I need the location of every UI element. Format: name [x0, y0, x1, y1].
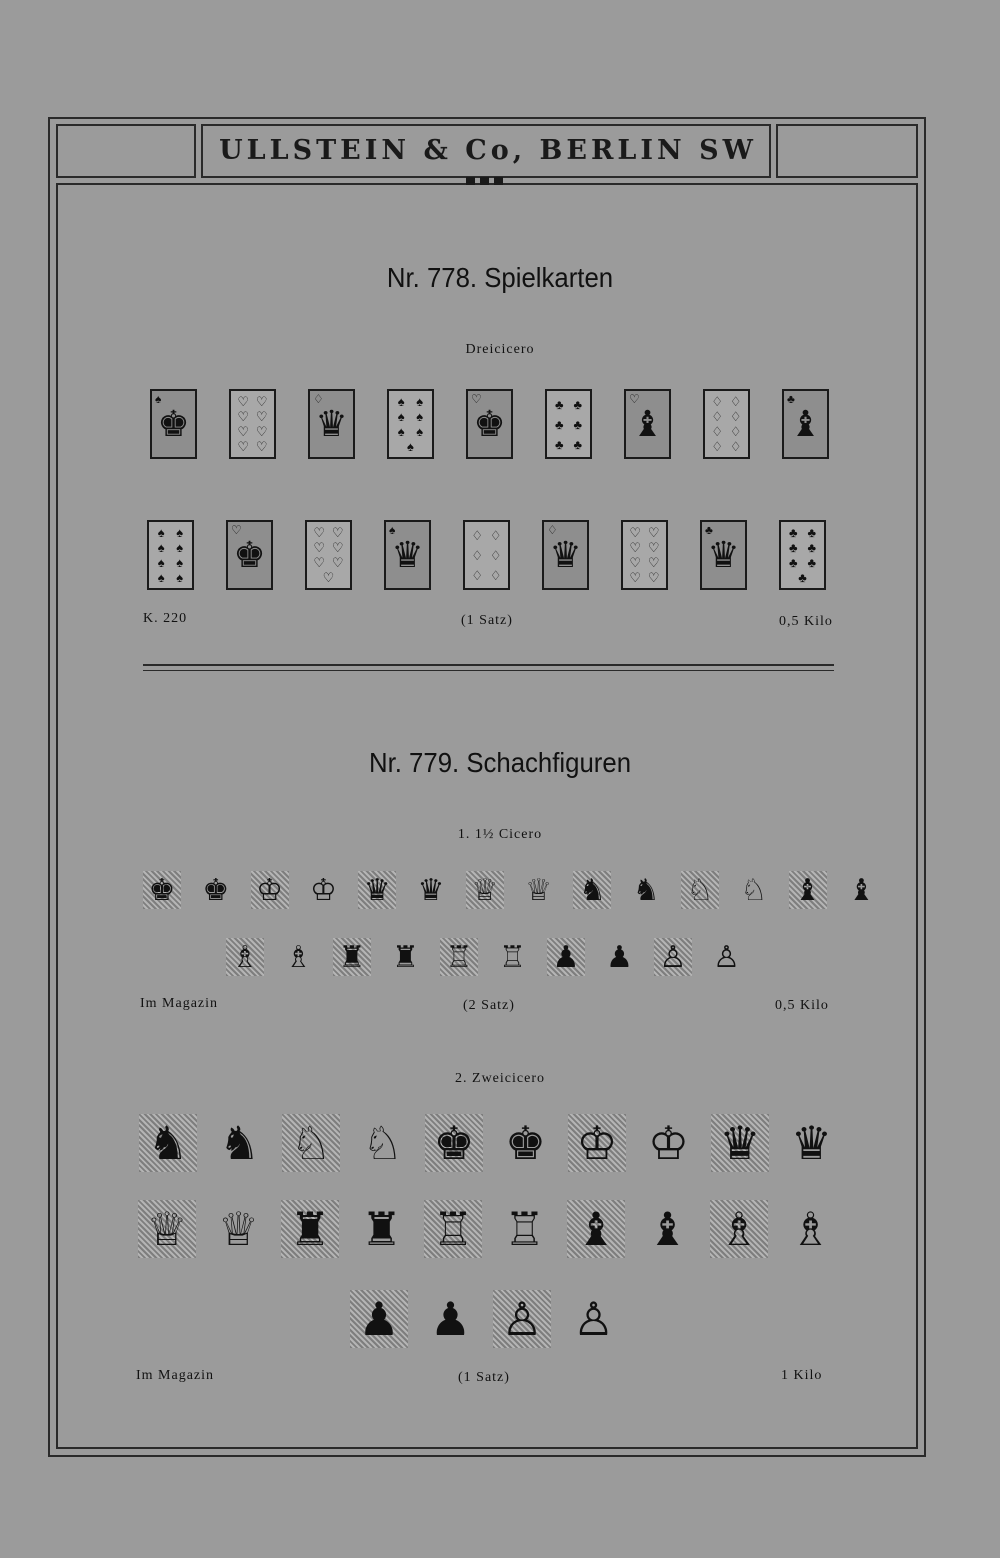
chess-piece-hatched-icon: ♔	[251, 871, 289, 909]
chess-piece-hatched-icon: ♟	[350, 1290, 408, 1348]
part2-footer-center: (1 Satz)	[458, 1370, 510, 1385]
header-ornament	[466, 177, 475, 185]
pip-icon: ♡	[629, 555, 642, 570]
pip-icon: ♠	[157, 525, 165, 540]
court-figure-icon: ♛	[707, 535, 740, 575]
suit-icon: ♣	[787, 392, 795, 406]
court-figure-icon: ♚	[473, 404, 506, 444]
section-778-subtitle: Dreicicero	[465, 342, 535, 357]
pip-icon: ♢	[489, 567, 502, 583]
pip-icon: ♠	[176, 525, 184, 540]
pip-icon: ♣	[788, 540, 798, 555]
pip-card	[147, 520, 194, 590]
pip-icon: ♠	[157, 540, 165, 555]
header-title: ULLSTEIN & Co, BERLIN SW	[219, 134, 757, 166]
pip-icon: ♡	[237, 424, 250, 439]
pip-icon: ♡	[331, 555, 344, 570]
suit-icon: ♡	[231, 523, 242, 537]
section-778-footer-center: (1 Satz)	[461, 613, 513, 628]
pip-icon: ♣	[807, 525, 816, 540]
section-778-footer-right: 0,5 Kilo	[779, 614, 833, 629]
court-card	[150, 389, 197, 459]
chess-piece-icon: ♝	[847, 872, 875, 908]
pip-icon: ♢	[729, 409, 742, 424]
section-779-title: Nr. 779. Schachfiguren	[368, 747, 632, 778]
chess-piece-hatched-icon: ♚	[143, 871, 181, 909]
chess-piece-hatched-icon: ♛	[358, 871, 396, 909]
chess-piece-hatched-icon: ♙	[654, 938, 692, 976]
inner-frame	[56, 183, 918, 1449]
pip-icon: ♡	[629, 540, 642, 555]
pip-icon: ♢	[471, 547, 484, 563]
pip-icon: ♡	[237, 439, 250, 454]
pip-icon: ♡	[237, 394, 250, 409]
chess-piece-hatched-icon: ♗	[226, 938, 264, 976]
pip-icon: ♡	[331, 540, 344, 555]
section-divider	[143, 670, 834, 671]
chess-piece-hatched-icon: ♞	[139, 1114, 197, 1172]
section-778-footer-left: K. 220	[143, 611, 188, 626]
pip-icon: ♣	[788, 555, 798, 570]
chess-piece-icon: ♕	[217, 1202, 260, 1256]
part2-footer-right: 1 Kilo	[781, 1368, 823, 1383]
suit-icon: ♡	[629, 392, 640, 406]
pip-icon: ♢	[729, 439, 742, 454]
pip-icon: ♡	[322, 570, 335, 585]
pip-icon: ♡	[255, 424, 268, 439]
section-divider	[143, 664, 834, 666]
chess-piece-hatched-icon: ♝	[567, 1200, 625, 1258]
court-figure-icon: ♛	[391, 535, 424, 575]
pip-icon: ♠	[157, 570, 165, 585]
pip-icon: ♠	[416, 394, 424, 409]
court-card	[542, 520, 589, 590]
part1-label: 1. 1½ Cicero	[457, 827, 543, 842]
pip-icon: ♡	[647, 570, 660, 585]
pip-icon: ♡	[629, 570, 642, 585]
chess-piece-hatched-icon: ♕	[138, 1200, 196, 1258]
pip-icon: ♢	[729, 424, 742, 439]
chess-piece-icon: ♟	[606, 939, 633, 975]
pip-icon: ♣	[573, 436, 582, 452]
pip-icon: ♡	[629, 525, 642, 540]
chess-piece-icon: ♔	[309, 872, 337, 908]
pip-icon: ♢	[471, 527, 484, 543]
part2-label: 2. Zweicicero	[455, 1071, 545, 1086]
pip-card	[229, 389, 276, 459]
chess-piece-hatched-icon: ♛	[711, 1114, 769, 1172]
chess-piece-icon: ♜	[392, 939, 419, 975]
pip-card	[305, 520, 352, 590]
chess-piece-icon: ♙	[572, 1292, 615, 1346]
pip-card	[621, 520, 668, 590]
chess-piece-icon: ♚	[504, 1116, 547, 1170]
court-card	[466, 389, 513, 459]
pip-icon: ♣	[798, 570, 807, 585]
header-right-box	[776, 124, 918, 178]
court-card	[624, 389, 671, 459]
part1-footer-left: Im Magazin	[140, 996, 219, 1011]
pip-icon: ♠	[416, 424, 424, 439]
pip-icon: ♡	[255, 409, 268, 424]
pip-icon: ♢	[711, 394, 724, 409]
pip-icon: ♠	[397, 424, 405, 439]
suit-icon: ♣	[705, 523, 713, 537]
suit-icon: ♡	[471, 392, 482, 406]
chess-piece-icon: ♙	[713, 939, 740, 975]
court-figure-icon: ♛	[549, 535, 582, 575]
chess-piece-icon: ♜	[360, 1202, 403, 1256]
pip-icon: ♠	[176, 540, 184, 555]
suit-icon: ♢	[547, 523, 558, 537]
chess-piece-icon: ♟	[429, 1292, 472, 1346]
chess-piece-hatched-icon: ♔	[568, 1114, 626, 1172]
pip-icon: ♢	[711, 424, 724, 439]
pip-icon: ♣	[554, 436, 564, 452]
pip-icon: ♢	[711, 439, 724, 454]
chess-piece-hatched-icon: ♞	[573, 871, 611, 909]
pip-icon: ♡	[255, 439, 268, 454]
pip-icon: ♡	[237, 409, 250, 424]
pip-icon: ♠	[397, 409, 405, 424]
pip-icon: ♣	[788, 525, 798, 540]
pip-card	[703, 389, 750, 459]
pip-icon: ♢	[489, 527, 502, 543]
court-figure-icon: ♝	[789, 404, 822, 444]
pip-icon: ♢	[471, 567, 484, 583]
chess-piece-icon: ♝	[646, 1202, 689, 1256]
chess-piece-icon: ♛	[790, 1116, 833, 1170]
pip-icon: ♡	[313, 555, 326, 570]
chess-piece-hatched-icon: ♜	[333, 938, 371, 976]
court-card	[700, 520, 747, 590]
part1-footer-center: (2 Satz)	[463, 998, 515, 1013]
court-card	[384, 520, 431, 590]
chess-piece-hatched-icon: ♖	[424, 1200, 482, 1258]
chess-piece-icon: ♚	[202, 872, 230, 908]
court-figure-icon: ♚	[233, 535, 266, 575]
chess-piece-icon: ♖	[499, 939, 526, 975]
pip-icon: ♠	[176, 555, 184, 570]
header-ornament	[494, 177, 503, 185]
pip-icon: ♢	[711, 409, 724, 424]
suit-icon: ♢	[313, 392, 324, 406]
chess-piece-hatched-icon: ♚	[425, 1114, 483, 1172]
chess-piece-icon: ♔	[647, 1116, 690, 1170]
chess-piece-hatched-icon: ♜	[281, 1200, 339, 1258]
chess-piece-hatched-icon: ♟	[547, 938, 585, 976]
pip-icon: ♠	[407, 439, 414, 454]
pip-icon: ♡	[255, 394, 268, 409]
chess-piece-hatched-icon: ♘	[681, 871, 719, 909]
chess-piece-hatched-icon: ♘	[282, 1114, 340, 1172]
chess-piece-icon: ♕	[525, 872, 553, 908]
chess-piece-hatched-icon: ♖	[440, 938, 478, 976]
header-left-box	[56, 124, 196, 178]
chess-piece-hatched-icon: ♗	[710, 1200, 768, 1258]
pip-card	[545, 389, 592, 459]
pip-icon: ♢	[489, 547, 502, 563]
chess-piece-icon: ♞	[632, 872, 660, 908]
pip-icon: ♡	[331, 525, 344, 540]
chess-piece-icon: ♞	[218, 1116, 261, 1170]
chess-piece-hatched-icon: ♝	[789, 871, 827, 909]
pip-icon: ♠	[397, 394, 405, 409]
suit-icon: ♠	[155, 392, 162, 406]
part2-footer-left: Im Magazin	[136, 1368, 215, 1383]
pip-card	[779, 520, 826, 590]
chess-piece-icon: ♗	[789, 1202, 832, 1256]
pip-icon: ♠	[157, 555, 165, 570]
pip-icon: ♡	[313, 540, 326, 555]
chess-piece-icon: ♛	[417, 872, 445, 908]
pip-icon: ♣	[807, 540, 816, 555]
court-figure-icon: ♝	[631, 404, 664, 444]
pip-icon: ♠	[416, 409, 424, 424]
pip-card	[463, 520, 510, 590]
court-card	[226, 520, 273, 590]
section-778-title: Nr. 778. Spielkarten	[386, 262, 614, 293]
chess-piece-hatched-icon: ♙	[493, 1290, 551, 1348]
chess-piece-icon: ♘	[361, 1116, 404, 1170]
court-card	[782, 389, 829, 459]
court-card	[308, 389, 355, 459]
pip-icon: ♣	[573, 396, 582, 412]
pip-icon: ♡	[647, 525, 660, 540]
chess-piece-hatched-icon: ♕	[466, 871, 504, 909]
header-ornament	[480, 177, 489, 185]
court-figure-icon: ♛	[315, 404, 348, 444]
chess-piece-icon: ♖	[503, 1202, 546, 1256]
pip-icon: ♣	[554, 416, 564, 432]
chess-piece-icon: ♘	[740, 872, 768, 908]
pip-icon: ♢	[729, 394, 742, 409]
pip-icon: ♡	[647, 540, 660, 555]
pip-icon: ♣	[807, 555, 816, 570]
pip-icon: ♣	[573, 416, 582, 432]
suit-icon: ♠	[389, 523, 396, 537]
part1-footer-right: 0,5 Kilo	[775, 998, 829, 1013]
pip-icon: ♡	[647, 555, 660, 570]
pip-icon: ♣	[554, 396, 564, 412]
pip-card	[387, 389, 434, 459]
chess-piece-icon: ♗	[285, 939, 312, 975]
pip-icon: ♠	[176, 570, 184, 585]
pip-icon: ♡	[313, 525, 326, 540]
court-figure-icon: ♚	[157, 404, 190, 444]
